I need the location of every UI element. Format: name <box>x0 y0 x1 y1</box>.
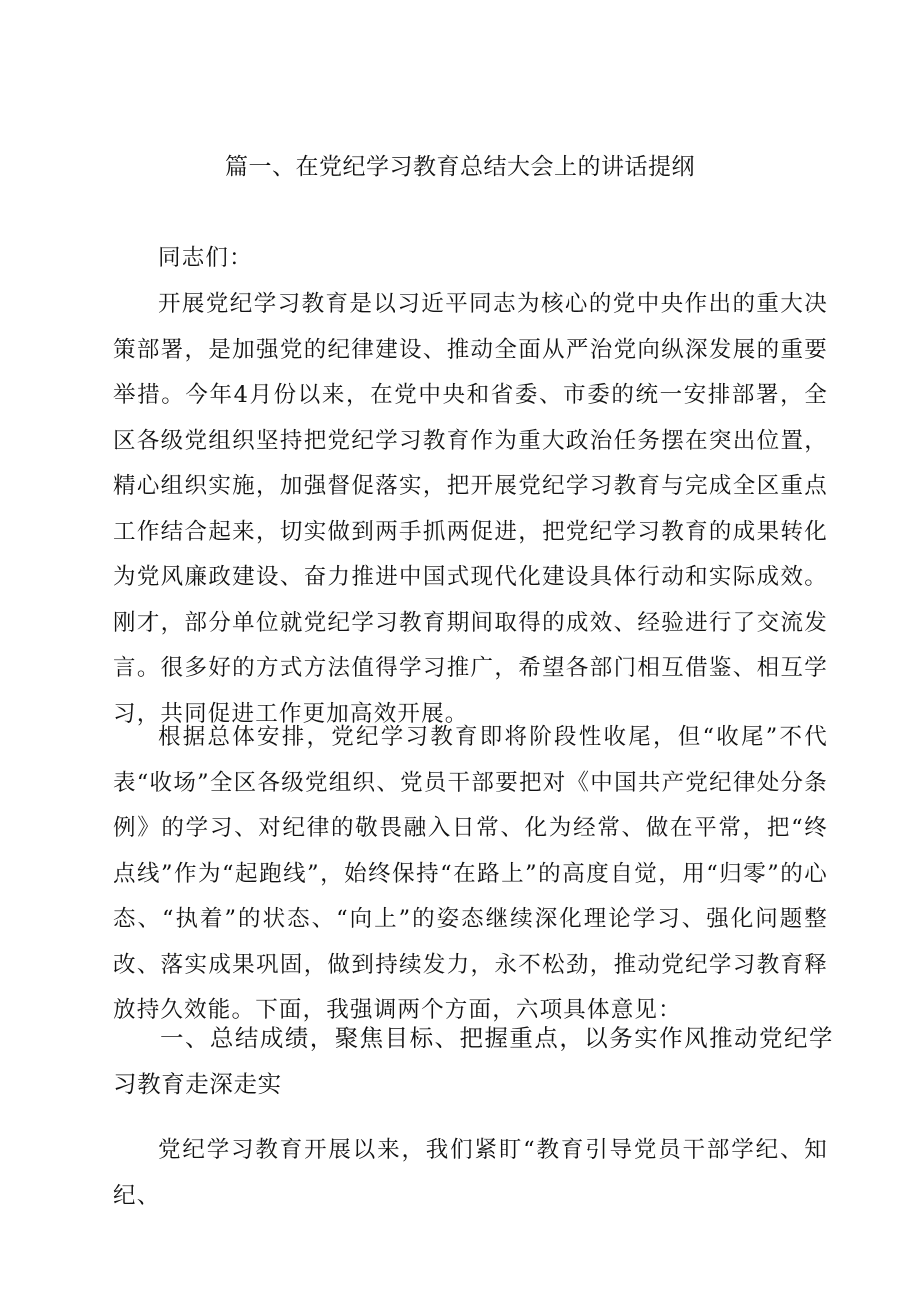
paragraph-1: 开展党纪学习教育是以习近平同志为核心的党中央作出的重大决策部署，是加强党的纪律建设、推动全面从严治党向纵深发展的重要举措。今年4月份以来，在党中央和省委、市委的统一安排部署，全区各级党组织坚持把党纪学习教育作为重大政治任务摆在突出位置，精心组织实施，加强督促落实，把开展党纪学习教育与完成全区重点工作结合起来，切实做到两手抓两促进，把党纪学习教育的成果转化为党风廉政建设、奋力推进中国式现代化建设具体行动和实际成效。刚才，部分单位就党纪学习教育期间取得的成效、经验进行了交流发言。很多好的方式方法值得学习推广，希望各部门相互借鉴、相互学习，共同促进工作更加高效开展。 <box>113 291 828 727</box>
paragraph-2: 根据总体安排，党纪学习教育即将阶段性收尾，但“收尾”不代表“收场”全区各级党组织、党员干部要把对《中国共产党纪律处分条例》的学习、对纪律的敬畏融入日常、化为经常、做在平常，把“终点线”作为“起跑线”，始终保持“在路上”的高度自觉，用“归零”的心态、“执着”的状态、“向上”的姿态继续深化理论学习、强化问题整改、落实成果巩固，做到持续发力，永不松劲，推动党纪学习教育释放持久效能。下面，我强调两个方面，六项具体意见： <box>113 724 828 1023</box>
greeting-text: 同志们： <box>158 245 253 271</box>
section-heading-1: 一、总结成绩，聚焦目标、把握重点，以务实作风推动党纪学习教育走深走实 <box>113 1024 833 1098</box>
paragraph-3: 党纪学习教育开展以来，我们紧盯“教育引导党员干部学纪、知纪、 <box>113 1137 828 1209</box>
paragraph-2-block <box>113 715 828 1034</box>
paragraph-1-block <box>113 282 828 737</box>
greeting-block <box>113 236 828 282</box>
document-title: 篇一、在党纪学习教育总结大会上的讲话提纲 <box>225 154 695 180</box>
paragraph-3-block <box>113 1128 828 1219</box>
